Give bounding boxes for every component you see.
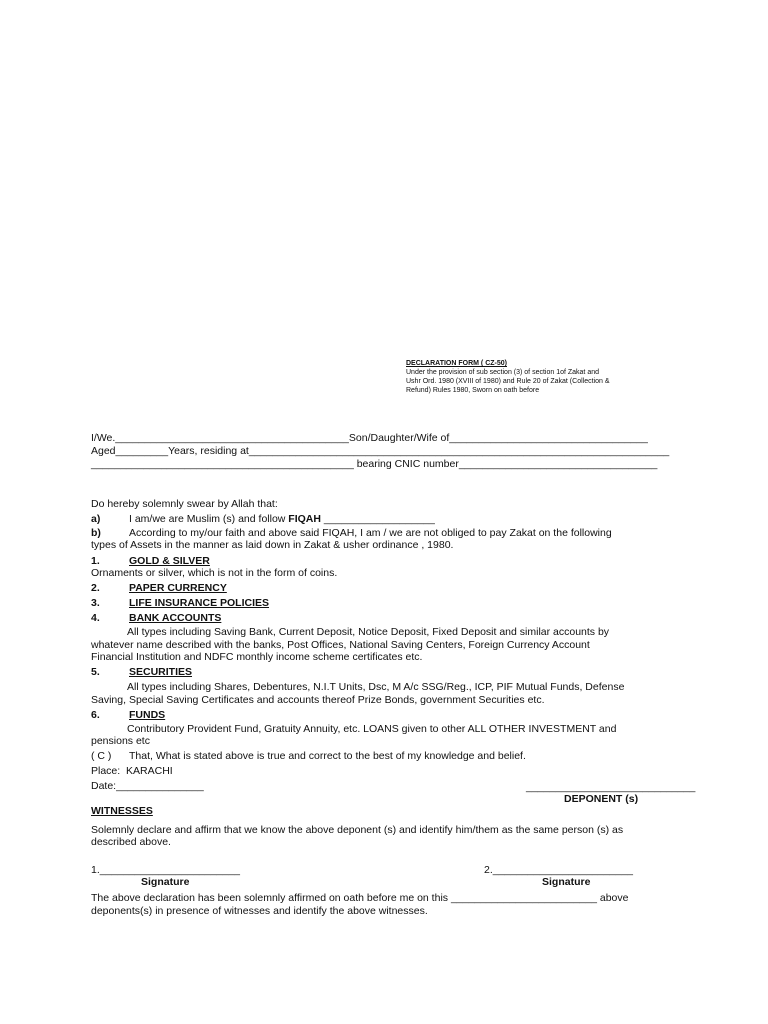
section-number: 1. — [91, 555, 100, 567]
witnesses-text-1: Solemnly declare and affirm that we know the above deponent (s) and identify him/them as the same person (s) as — [91, 824, 624, 836]
place-row — [91, 765, 173, 778]
clause-c — [91, 750, 526, 763]
bank-accounts-text-3: Financial Institution and NDFC monthly income scheme certificates etc. — [91, 651, 423, 663]
section-title: FUNDS — [129, 709, 166, 721]
header-line-3: Refund) Rules 1980, Sworn on oath before — [406, 387, 540, 394]
header-line-2: Ushr Ord. 1980 (XVIII of 1980) and Rule 20 of Zakat (Collection & — [406, 378, 610, 385]
witness-2-line[interactable]: 2.________________________ — [484, 864, 633, 876]
fiqah-blank[interactable]: ___________________ — [320, 513, 435, 525]
section-title: PAPER CURRENCY — [129, 582, 227, 594]
final-declaration-1: The above declaration has been solemnly affirmed on oath before me on this _________________________ above — [91, 892, 629, 904]
oath-a-fiqah: FIQAH — [288, 513, 321, 525]
funds-text-1: Contributory Provident Fund, Gratuity Annuity, etc. LOANS given to other ALL OTHER INVESTMENT and — [127, 723, 617, 735]
section-funds — [91, 709, 165, 722]
clause-c-text: That, What is stated above is true and correct to the best of my knowledge and belief. — [129, 750, 526, 762]
section-number: 2. — [91, 582, 100, 594]
final-declaration-2: deponents(s) in presence of witnesses and identify the above witnesses. — [91, 905, 428, 917]
witness-2-signature-label: Signature — [542, 876, 591, 888]
section-title: BANK ACCOUNTS — [129, 612, 222, 624]
date-blank[interactable]: _______________ — [116, 780, 204, 792]
date-label: Date: — [91, 780, 117, 792]
form-title: DECLARATION FORM ( CZ-50) — [406, 360, 507, 367]
section-number: 4. — [91, 612, 100, 624]
witnesses-text-2: described above. — [91, 836, 171, 848]
place-value: KARACHI — [126, 765, 173, 777]
identity-line-3[interactable]: _____________________________________________ bearing CNIC number__________________________________ — [91, 458, 658, 470]
oath-b-text: According to my/our faith and above said FIQAH, I am / we are not obliged to pay Zakat on the following — [129, 527, 612, 539]
deponent-label: DEPONENT (s) — [564, 793, 639, 805]
bank-accounts-text-2: whatever name described with the banks, Post Offices, National Saving Centers, Foreign Currency Account — [91, 639, 590, 651]
section-title: SECURITIES — [129, 666, 193, 678]
gold-silver-text: Ornaments or silver, which is not in the form of coins. — [91, 567, 338, 579]
securities-text-1: All types including Shares, Debentures, N.I.T Units, Dsc, M A/c SSG/Reg., ICP, PIF Mutual Funds, Defense — [127, 681, 625, 693]
identity-line-1[interactable]: I/We.________________________________________Son/Daughter/Wife of__________________________________ — [91, 432, 648, 444]
section-number: 3. — [91, 597, 100, 609]
section-paper-currency — [91, 582, 227, 595]
section-title: LIFE INSURANCE POLICIES — [129, 597, 270, 609]
section-bank-accounts — [91, 612, 221, 625]
form-header — [406, 359, 666, 395]
identity-line-2[interactable]: Aged_________Years, residing at________________________________________________________________________ — [91, 445, 670, 457]
clause-c-label: ( C ) — [91, 750, 112, 762]
section-number: 5. — [91, 666, 100, 678]
oath-intro: Do hereby solemnly swear by Allah that: — [91, 498, 278, 510]
section-title: GOLD & SILVER — [129, 555, 210, 567]
date-row — [91, 780, 204, 793]
deponent-signature-line[interactable]: _____________________________ — [526, 781, 696, 793]
oath-a-text: I am/we are Muslim (s) and follow — [129, 513, 289, 525]
funds-text-2: pensions etc — [91, 735, 150, 747]
oath-item-a — [91, 513, 435, 526]
oath-b-text-2: types of Assets in the manner as laid down in Zakat & usher ordinance , 1980. — [91, 539, 454, 551]
header-line-1: Under the provision of sub section (3) of section 1of Zakat and — [406, 369, 599, 376]
witnesses-title: WITNESSES — [91, 805, 153, 817]
place-label: Place: — [91, 765, 121, 777]
bank-accounts-text-1: All types including Saving Bank, Current Deposit, Notice Deposit, Fixed Deposit and similar accounts by — [127, 626, 610, 638]
section-securities — [91, 666, 192, 679]
witness-1-line[interactable]: 1.________________________ — [91, 864, 240, 876]
witness-1-signature-label: Signature — [141, 876, 190, 888]
oath-a-label: a) — [91, 513, 101, 525]
section-life-insurance — [91, 597, 269, 610]
securities-text-2: Saving, Special Saving Certificates and accounts thereof Prize Bonds, government Securities etc. — [91, 694, 545, 706]
oath-b-label: b) — [91, 527, 101, 539]
section-number: 6. — [91, 709, 100, 721]
